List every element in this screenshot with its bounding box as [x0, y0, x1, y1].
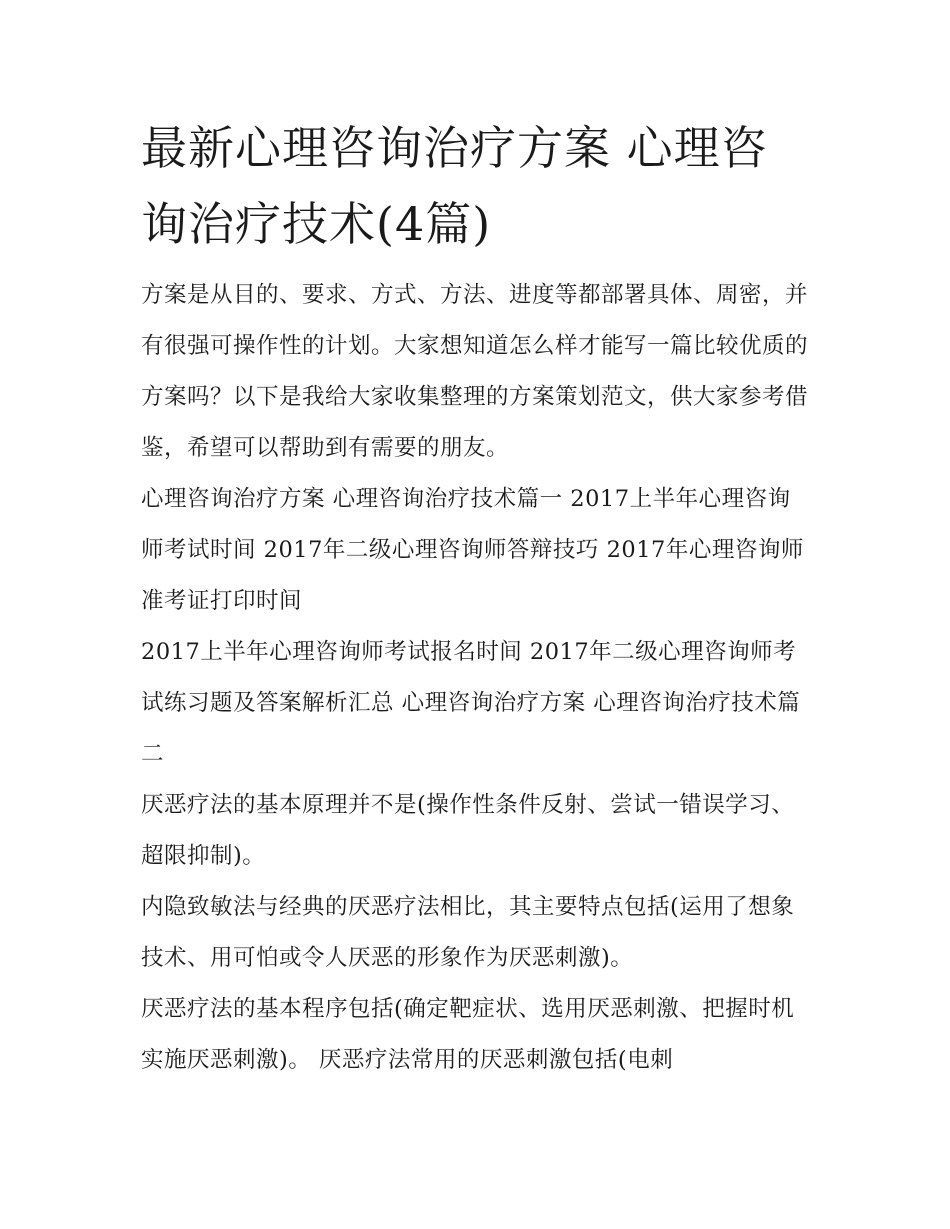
- document-page: [141, 110, 813, 1086]
- paragraph-part-one: 心理咨询治疗方案 心理咨询治疗技术篇一 2017上半年心理咨询师考试时间 2017年二级心理咨询师答辩技巧 2017年心理咨询师准考证打印时间: [141, 486, 804, 614]
- document-title: 最新心理咨询治疗方案 心理咨询治疗技术(4篇): [141, 121, 768, 251]
- paragraph-intro: 方案是从目的、要求、方式、方法、进度等都部署具体、周密，并有很强可操作性的计划。大家想知道怎么样才能写一篇比较优质的方案吗？以下是我给大家收集整理的方案策划范文，供大家参考借鉴，希望可以帮助到有需要的朋友。: [141, 282, 809, 461]
- paragraph-aversion-procedure: 厌恶疗法的基本程序包括(确定靶症状、选用厌恶刺激、把握时机实施厌恶刺激)。 厌恶疗法常用的厌恶刺激包括(电刺: [141, 996, 795, 1073]
- paragraph-part-two: 2017上半年心理咨询师考试报名时间 2017年二级心理咨询师考试练习题及答案解析汇总 心理咨询治疗方案 心理咨询治疗技术篇二: [141, 639, 801, 767]
- paragraph-covert-sensitization: 内隐致敏法与经典的厌恶疗法相比，其主要特点包括(运用了想象技术、用可怕或令人厌恶的形象作为厌恶刺激)。: [141, 894, 795, 971]
- paragraph-aversion-principle: 厌恶疗法的基本原理并不是(操作性条件反射、尝试一错误学习、超限抑制)。: [141, 792, 795, 869]
